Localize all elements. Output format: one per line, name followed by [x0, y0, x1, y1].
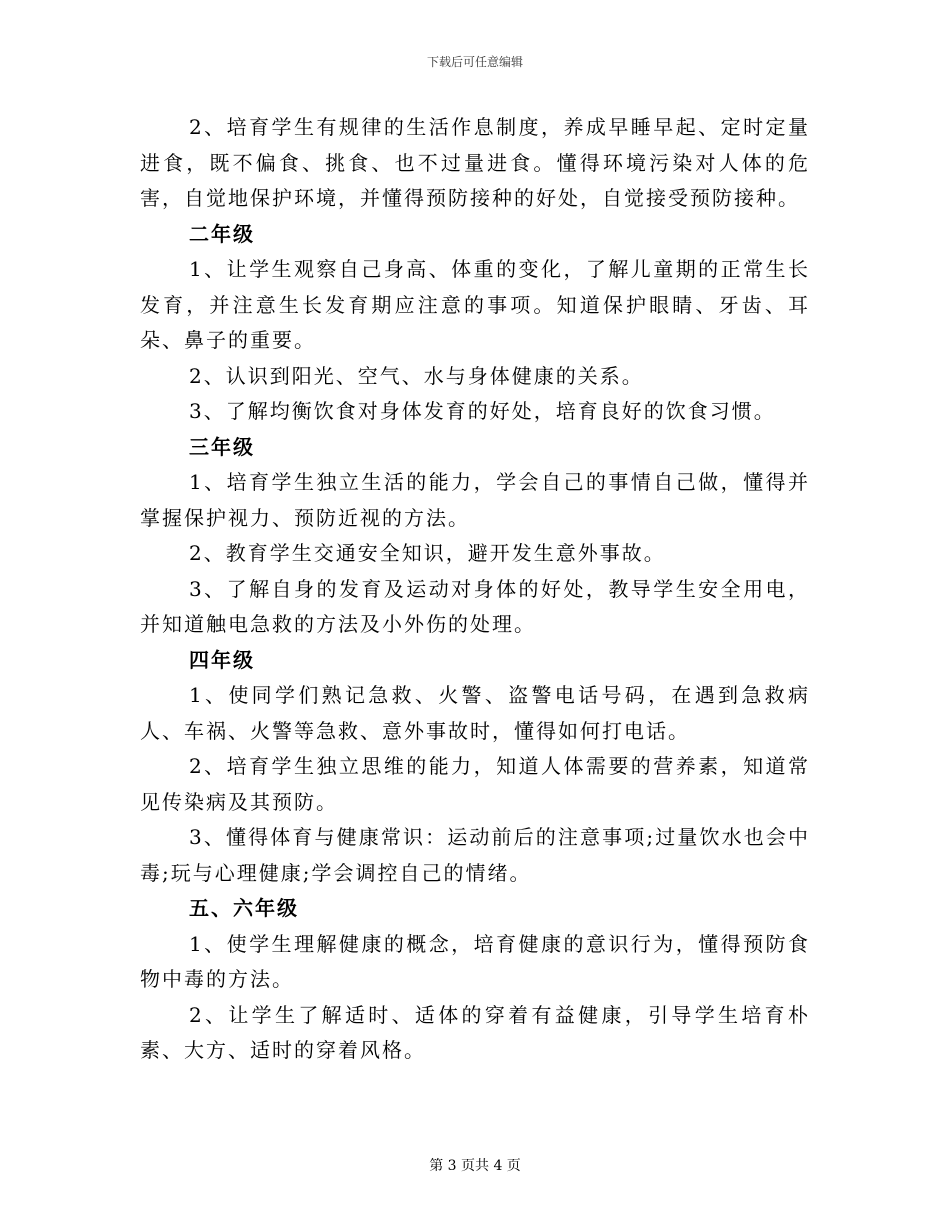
- paragraph-grade-two-3: 3、了解均衡饮食对身体发育的好处，培育良好的饮食习惯。: [189, 399, 776, 423]
- paragraph-grade-two-1: 1、让学生观察自己身高、体重的变化，了解儿童期的正常生长发育，并注意生长发育期应注意的事项。知道保护眼睛、牙齿、耳朵、鼻子的重要。: [140, 257, 810, 352]
- paragraph-grade-five-six-2: 2、让学生了解适时、适体的穿着有益健康，引导学生培育朴素、大方、适时的穿着风格。: [140, 1002, 810, 1062]
- heading-grade-three: 三年级: [189, 434, 255, 459]
- paragraph-grade-three-2: 2、教育学生交通安全知识，避开发生意外事故。: [189, 541, 666, 565]
- heading-grade-two: 二年级: [189, 221, 255, 246]
- paragraph-grade-three-1: 1、培育学生独立生活的能力，学会自己的事情自己做，懂得并掌握保护视力、预防近视的方法。: [140, 470, 810, 530]
- paragraph-grade-four-2: 2、培育学生独立思维的能力，知道人体需要的营养素，知道常见传染病及其预防。: [140, 754, 810, 814]
- heading-grade-five-six: 五、六年级: [189, 896, 299, 920]
- paragraph-grade-three-3: 3、了解自身的发育及运动对身体的好处，教导学生安全用电，并知道触电急救的方法及小外伤的处理。: [140, 576, 810, 636]
- paragraph-sleep-habits: 2、培育学生有规律的生活作息制度，养成早睡早起、定时定量进食，既不偏食、挑食、也不过量进食。懂得环境污染对人体的危害，自觉地保护环境，并懂得预防接种的好处，自觉接受预防接种。: [140, 115, 810, 210]
- paragraph-grade-five-six-1: 1、使学生理解健康的概念，培育健康的意识行为，懂得预防食物中毒的方法。: [140, 931, 810, 991]
- document-body: [140, 110, 810, 1069]
- paragraph-grade-two-2: 2、认识到阳光、空气、水与身体健康的关系。: [189, 363, 644, 388]
- heading-grade-four: 四年级: [189, 647, 255, 672]
- paragraph-grade-four-3: 3、懂得体育与健康常识：运动前后的注意事项;过量饮水也会中毒;玩与心理健康;学会调控自己的情绪。: [140, 825, 810, 885]
- paragraph-grade-four-1: 1、使同学们熟记急救、火警、盗警电话号码，在遇到急救病人、车祸、火警等急救、意外事故时，懂得如何打电话。: [140, 683, 810, 743]
- page-number: 第 3 页共 4 页: [429, 1158, 521, 1174]
- header-note: 下载后可任意编辑: [426, 55, 523, 69]
